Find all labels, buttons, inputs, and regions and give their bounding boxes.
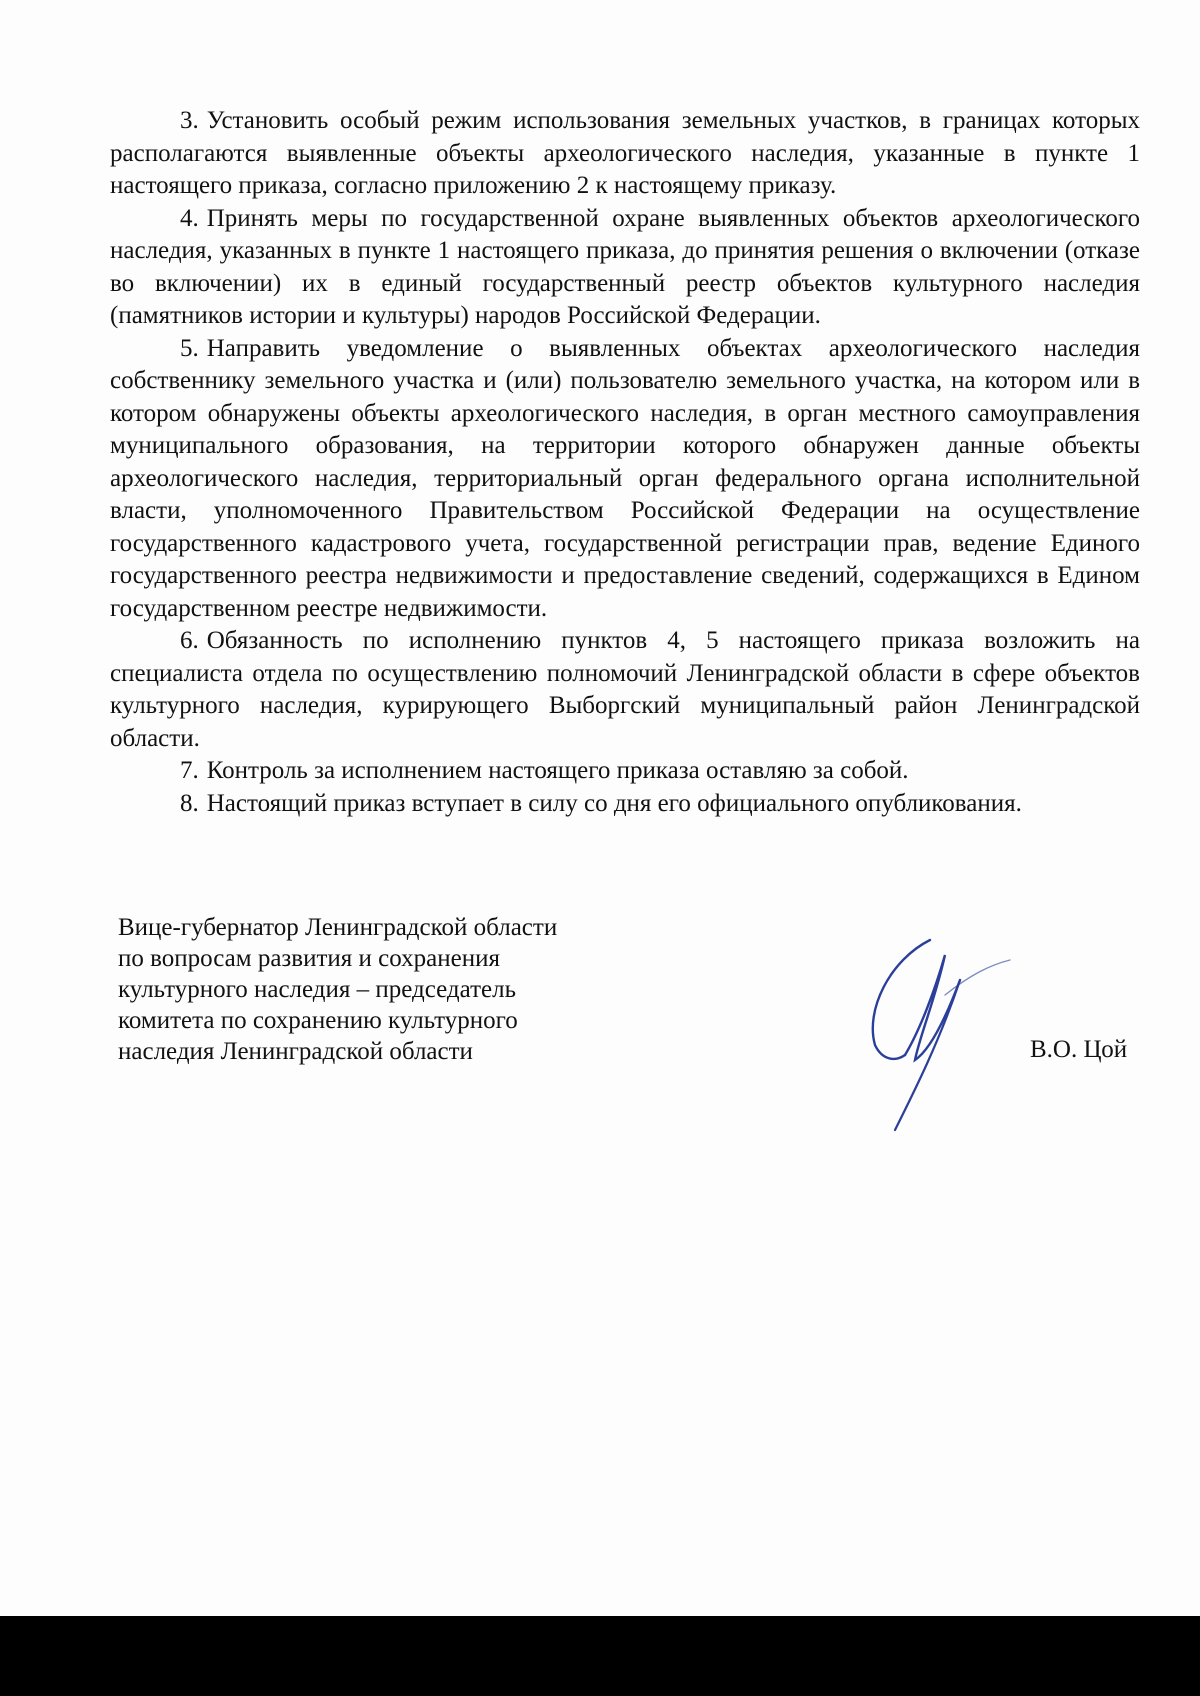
position-line: по вопросам развития и сохранения xyxy=(118,945,500,972)
paragraph-text: Настоящий приказ вступает в силу со дня его официального опубликования. xyxy=(206,789,1022,817)
paragraph-text: Установить особый режим использования земельных участков, в границах которых располагаются выявленные объекты археологического наследия, указанные в пункте 1 настоящего приказа, согласно приложению 2 к настоящему приказу. xyxy=(110,107,1140,199)
paragraph-number: 5. xyxy=(180,334,199,362)
signer-name: В.О. Цой xyxy=(1030,1036,1128,1063)
paragraph-text: Обязанность по исполнению пунктов 4, 5 настоящего приказа возложить на специалиста отдела по осуществлению полномочий Ленинградской области в сфере объектов культурного наследия, курирующего Выборгский муниципальный район Ленинградской области. xyxy=(110,627,1140,752)
paragraph-text: Принять меры по государственной охране выявленных объектов археологического наследия, указанных в пункте 1 настоящего приказа, до принятия решения о включении (отказе во включении) их в единый государственный реестр объектов культурного наследия (памятников истории и культуры) народов Российской Федерации. xyxy=(110,204,1140,329)
paragraph-8 xyxy=(110,788,1140,821)
position-line: Вице-губернатор Ленинградской области xyxy=(118,914,558,941)
paragraph-number: 7. xyxy=(180,757,199,784)
paragraph-number: 8. xyxy=(180,789,199,817)
paragraph-7 xyxy=(110,755,1140,788)
paragraph-text: Направить уведомление о выявленных объектах археологического наследия собственнику земельного участка и (или) пользователю земельного участка, на котором или в котором обнаружены объекты археологического наследия, в орган местного самоуправления муниципального образования, на территории которого обнаружен данные объекты археологического наследия, территориальный орган федерального органа исполнительной власти, уполномоченного Правительством Российской Федерации на осуществление государственного кадастрового учета, государственной регистрации прав, ведение Единого государственного реестра недвижимости и предоставление сведений, содержащихся в Едином государственном реестре недвижимости. xyxy=(110,334,1140,622)
signature-stroke xyxy=(905,955,960,1060)
paragraph-5 xyxy=(110,333,1140,626)
position-line: культурного наследия – председатель xyxy=(118,976,516,1003)
paragraph-4 xyxy=(110,203,1140,333)
position-line: наследия Ленинградской области xyxy=(118,1038,473,1065)
position-line: комитета по сохранению культурного xyxy=(118,1007,518,1034)
paragraph-number: 3. xyxy=(180,107,199,134)
paragraph-number: 6. xyxy=(180,627,199,654)
paragraph-number: 4. xyxy=(180,204,199,232)
handwritten-signature xyxy=(860,920,1020,1140)
paragraph-text: Контроль за исполнением настоящего приказа оставляю за собой. xyxy=(206,757,909,784)
signature-stroke xyxy=(945,960,1010,995)
scan-bottom-border xyxy=(0,1616,1200,1696)
document-body xyxy=(110,105,1140,820)
paragraph-3 xyxy=(110,105,1140,203)
signature-stroke xyxy=(873,940,930,1059)
paragraph-6 xyxy=(110,625,1140,755)
signatory-position xyxy=(118,912,718,1067)
